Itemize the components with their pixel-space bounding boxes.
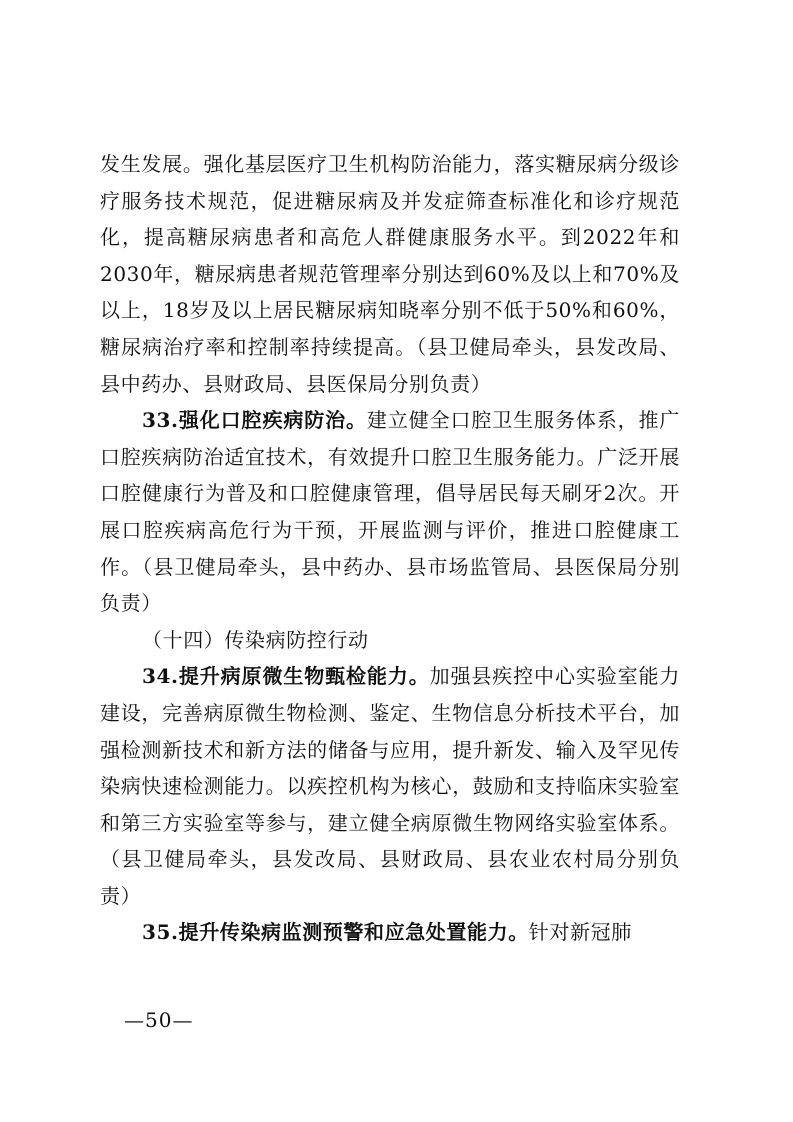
section-heading-35: 35.提升传染病监测预警和应急处置能力。 bbox=[142, 920, 529, 945]
section-heading-33: 33.强化口腔疾病防治。 bbox=[142, 408, 367, 433]
page-number: —50— bbox=[124, 1008, 194, 1032]
paragraph-text: 加强县疾控中心实验室能力建设，完善病原微生物检测、鉴定、生物信息分析技术平台，加强检测新技术和新方法的储备与应用，提升新发、输入及罕见传染病快速检测能力。以疾控机构为核心，鼓励和支持临床实验室和第三方实验室等参与，建立健全病原微生物网络实验室体系。（县卫健局牵头，县发改局、县财政局、县农业农村局分别负责） bbox=[100, 664, 681, 908]
paragraph-oral-health bbox=[100, 402, 680, 622]
document-body bbox=[100, 146, 680, 951]
section-heading-34: 34.提升病原微生物甄检能力。 bbox=[142, 664, 430, 689]
paragraph-pathogen-detection bbox=[100, 658, 680, 914]
paragraph-text: 发生发展。强化基层医疗卫生机构防治能力，落实糖尿病分级诊疗服务技术规范，促进糖尿病及并发症筛查标准化和诊疗规范化，提高糖尿病患者和高危人群健康服务水平。到2022年和2030年，糖尿病患者规范管理率分别达到60%及以上和70%及以上，18岁及以上居民糖尿病知晓率分别不低于50%和60%，糖尿病治疗率和控制率持续提高。（县卫健局牵头，县发改局、县中药办、县财政局、县医保局分别负责） bbox=[100, 152, 680, 396]
paragraph-text: 建立健全口腔卫生服务体系，推广口腔疾病防治适宜技术，有效提升口腔卫生服务能力。广泛开展口腔健康行为普及和口腔健康管理，倡导居民每天刷牙2次。开展口腔疾病高危行为干预，开展监测与评价，推进口腔健康工作。（县卫健局牵头，县中药办、县市场监管局、县医保局分别负责） bbox=[100, 408, 681, 616]
paragraph-infectious-disease-warning bbox=[100, 914, 680, 951]
paragraph-text: 针对新冠肺 bbox=[528, 920, 632, 945]
paragraph-diabetes-continued bbox=[100, 146, 680, 402]
subsection-heading-14 bbox=[100, 622, 680, 659]
subsection-title: （十四）传染病防控行动 bbox=[142, 627, 369, 652]
